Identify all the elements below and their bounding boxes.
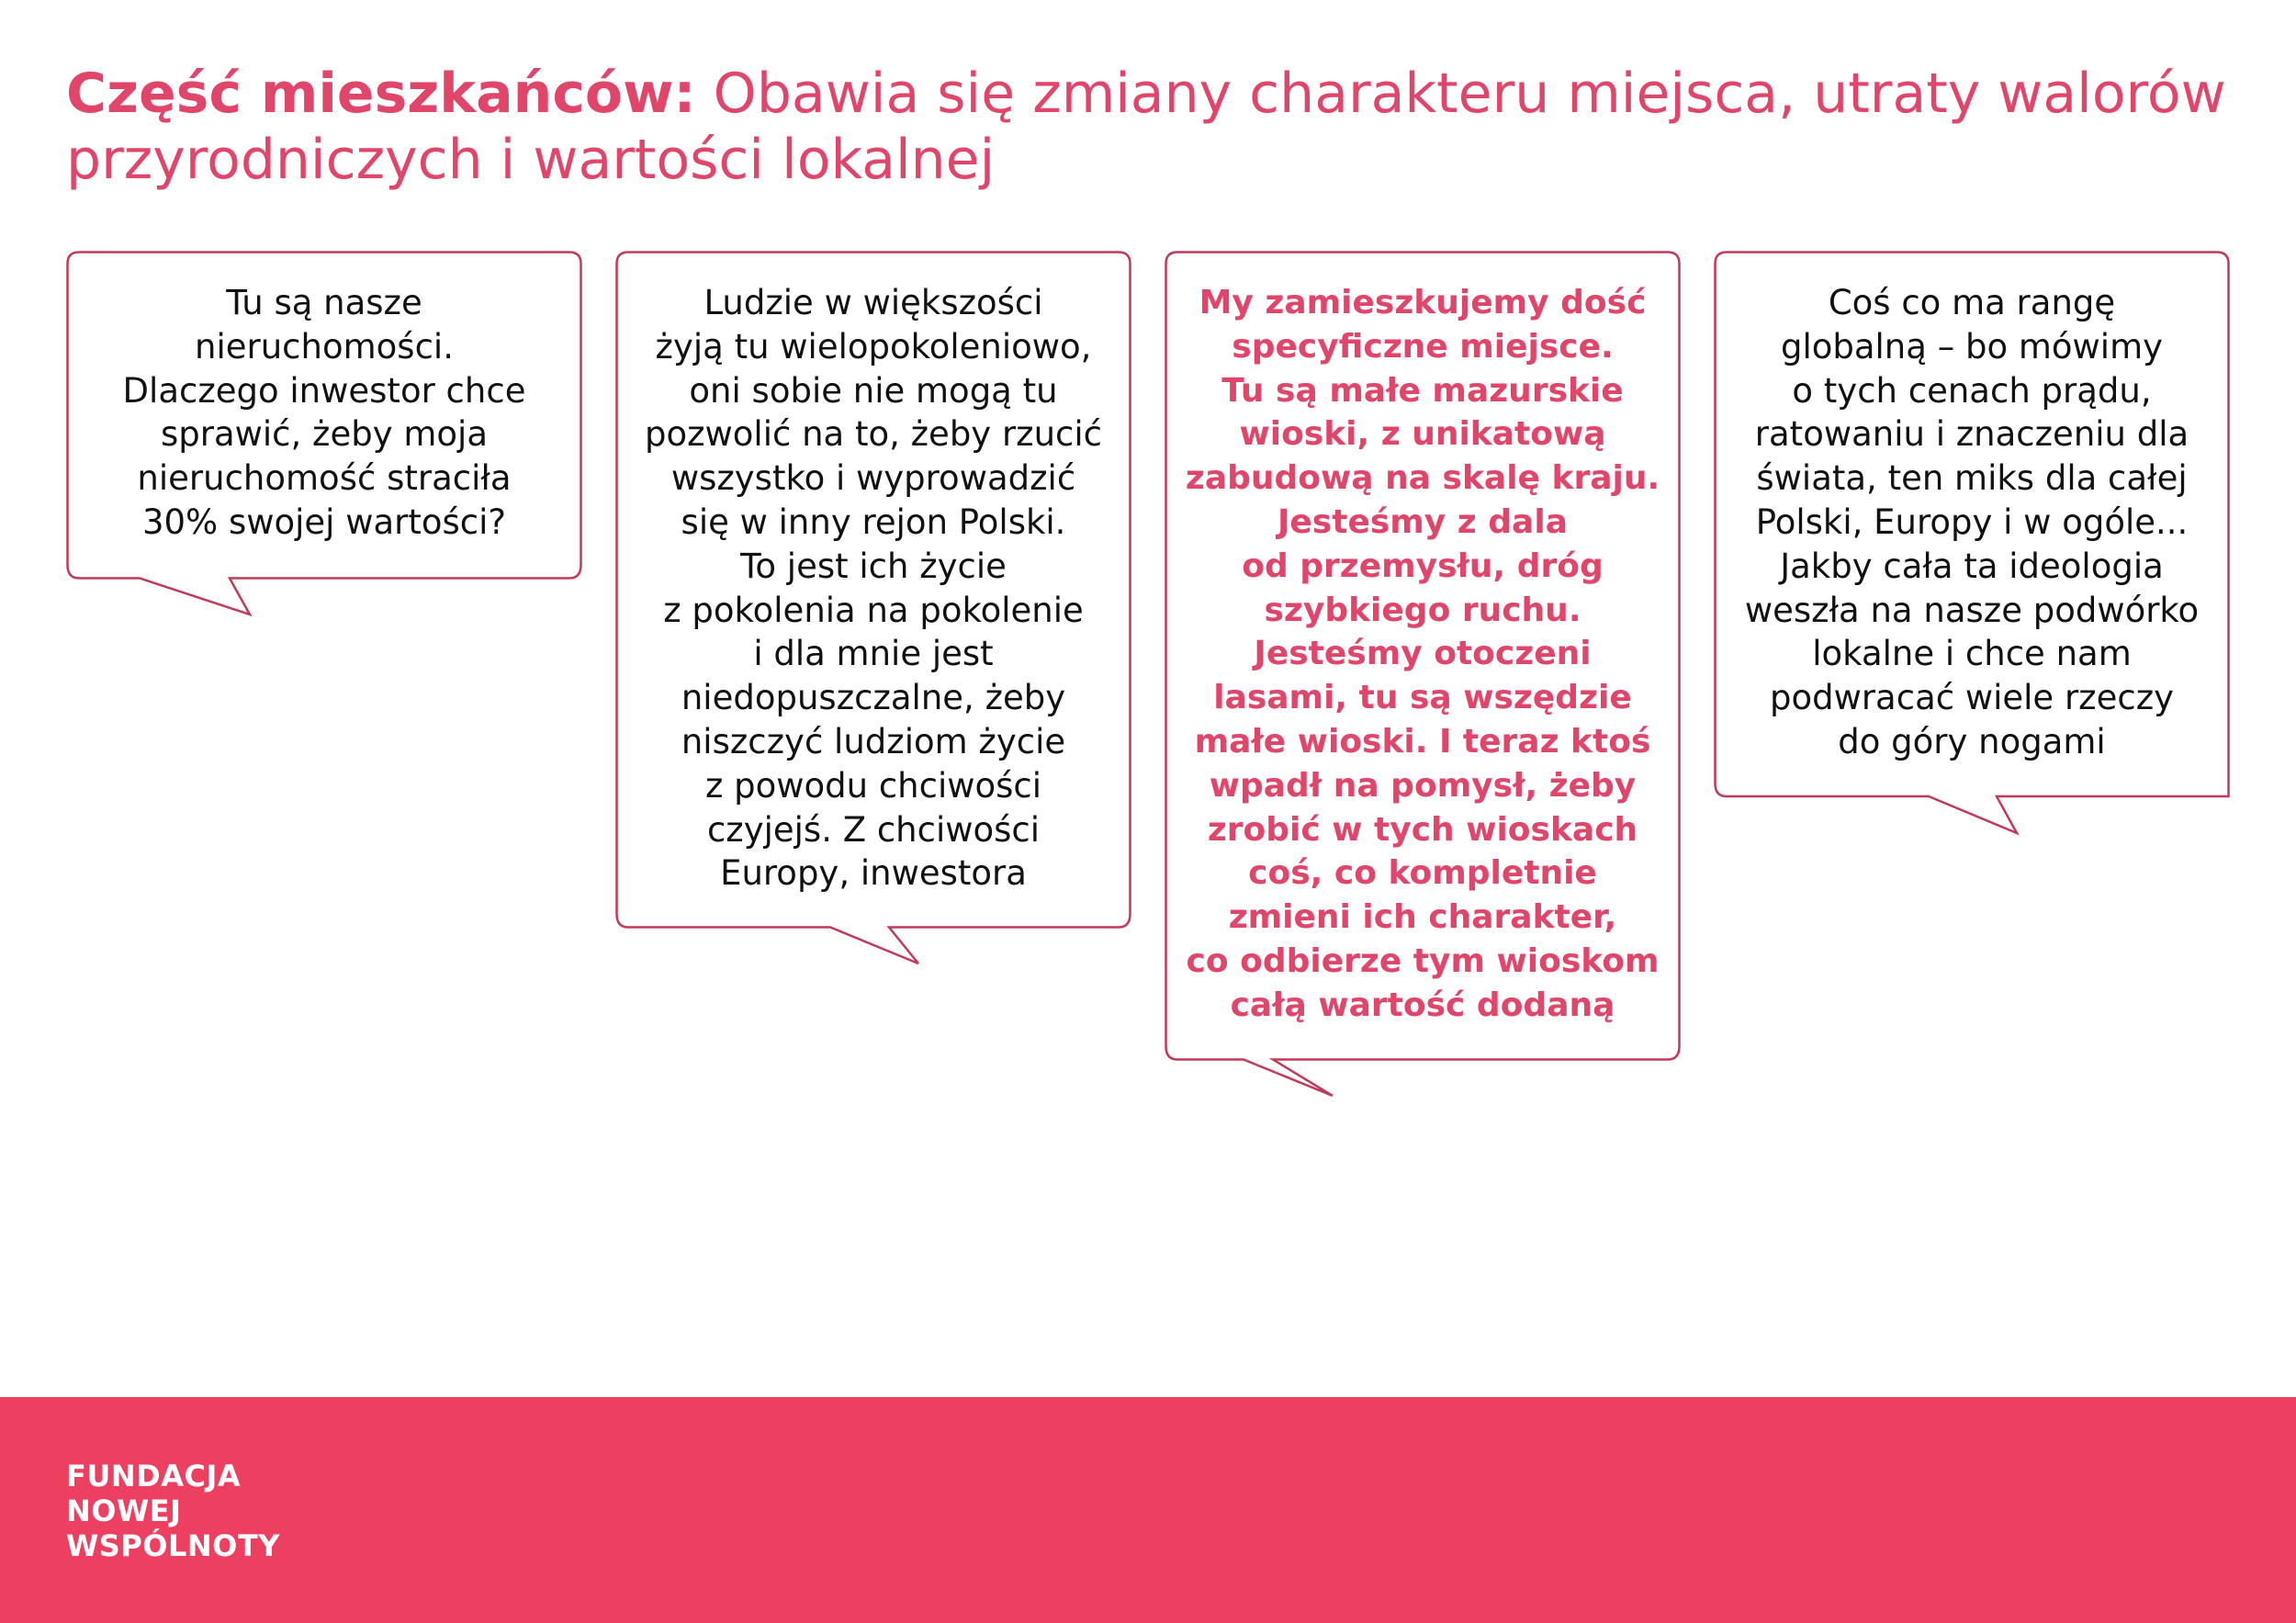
footer-band bbox=[0, 1397, 2296, 1623]
quote-line: weszła na nasze podwórko bbox=[1744, 590, 2200, 630]
quote-line: Ludzie w większości bbox=[703, 283, 1043, 322]
quote-bubble-3 bbox=[1165, 251, 1681, 1099]
quote-line: do góry nogami bbox=[1838, 721, 2106, 761]
quote-line: z powodu chciwości bbox=[704, 765, 1042, 806]
quote-line: Tu są nasze bbox=[226, 283, 422, 322]
quote-bubble-4 bbox=[1714, 251, 2230, 839]
quote-line: To jest ich życie bbox=[740, 546, 1007, 586]
quote-line: specyficzne miejsce. bbox=[1232, 327, 1614, 366]
quote-line: co odbierze tym wioskom bbox=[1186, 941, 1660, 980]
quote-line: Jesteśmy z dala bbox=[1277, 502, 1568, 541]
title-rest: Obawia się zmiany charakteru miejsca, utraty walorów przyrodniczych i wartości lokalnej bbox=[66, 62, 2226, 192]
quote-line: oni sobie nie mogą tu bbox=[689, 370, 1058, 411]
quote-line: sprawić, żeby moja bbox=[160, 414, 489, 455]
quote-line: zabudową na skalę kraju. bbox=[1185, 459, 1660, 498]
quote-line: zmieni ich charakter, bbox=[1228, 898, 1617, 937]
quote-line: z pokolenia na pokolenie bbox=[663, 590, 1084, 630]
quote-line: szybkiego ruchu. bbox=[1264, 591, 1581, 629]
quote-bubble-1 bbox=[66, 251, 582, 618]
quote-line: 30% swojej wartości? bbox=[141, 502, 507, 542]
quote-bubble-2 bbox=[615, 251, 1131, 967]
quote-text bbox=[1165, 281, 1681, 1028]
quote-line: małe wioski. I teraz ktoś bbox=[1194, 722, 1651, 761]
quote-line: niedopuszczalne, żeby bbox=[681, 678, 1066, 718]
quote-line: świata, ten miks dla całej bbox=[1756, 458, 2188, 499]
logo-line: FUNDACJA bbox=[66, 1459, 242, 1493]
quote-line: lokalne i chce nam bbox=[1812, 634, 2132, 674]
quote-line: czyjejś. Z chciwości bbox=[706, 809, 1041, 850]
quote-line: zrobić w tych wioskach bbox=[1207, 810, 1638, 849]
logo-line: NOWEJ bbox=[66, 1493, 182, 1528]
quote-line: od przemysłu, dróg bbox=[1242, 547, 1604, 585]
quote-line: wszystko i wyprowadzić bbox=[670, 458, 1076, 499]
quote-line: niszczyć ludziom życie bbox=[681, 721, 1066, 761]
quote-line: się w inny rejon Polski. bbox=[681, 502, 1066, 542]
quote-text bbox=[1714, 281, 2230, 764]
foundation-logo bbox=[66, 1459, 280, 1563]
quote-line: Coś co ma rangę bbox=[1828, 283, 2116, 322]
quote-line: My zamieszkujemy dość bbox=[1199, 284, 1647, 321]
quote-line: lasami, tu są wszędzie bbox=[1213, 679, 1632, 717]
quote-line: nieruchomość straciła bbox=[137, 458, 512, 499]
title-lead: Część mieszkańców: bbox=[66, 62, 696, 126]
quote-line: całą wartość dodaną bbox=[1230, 986, 1615, 1024]
quote-line: globalną – bo mówimy bbox=[1780, 326, 2164, 366]
quote-line: pozwolić na to, żeby rzucić bbox=[644, 414, 1103, 455]
quote-line: wioski, z unikatową bbox=[1239, 415, 1606, 454]
quote-line: nieruchomości. bbox=[195, 326, 454, 366]
quote-line: podwracać wiele rzeczy bbox=[1769, 678, 2175, 718]
logo-line: WSPÓLNOTY bbox=[66, 1528, 280, 1563]
quote-text bbox=[66, 281, 582, 545]
page-title bbox=[66, 61, 2234, 193]
quote-line: coś, co kompletnie bbox=[1248, 854, 1597, 893]
quote-text bbox=[615, 281, 1131, 896]
quote-line: Polski, Europy i w ogóle... bbox=[1755, 502, 2189, 542]
quote-line: i dla mnie jest bbox=[753, 634, 994, 674]
quote-line: Dlaczego inwestor chce bbox=[122, 370, 526, 411]
quote-line: Jakby cała ta ideologia bbox=[1780, 546, 2164, 586]
quote-line: o tych cenach prądu, bbox=[1792, 370, 2152, 411]
quote-line: Tu są małe mazurskie bbox=[1221, 371, 1624, 410]
quote-line: żyją tu wielopokoleniowo, bbox=[655, 326, 1092, 366]
quote-line: wpadł na pomysł, żeby bbox=[1209, 766, 1637, 805]
quote-line: Europy, inwestora bbox=[720, 853, 1027, 894]
quote-line: ratowaniu i znaczeniu dla bbox=[1754, 414, 2189, 455]
quote-line: Jesteśmy otoczeni bbox=[1254, 635, 1592, 673]
